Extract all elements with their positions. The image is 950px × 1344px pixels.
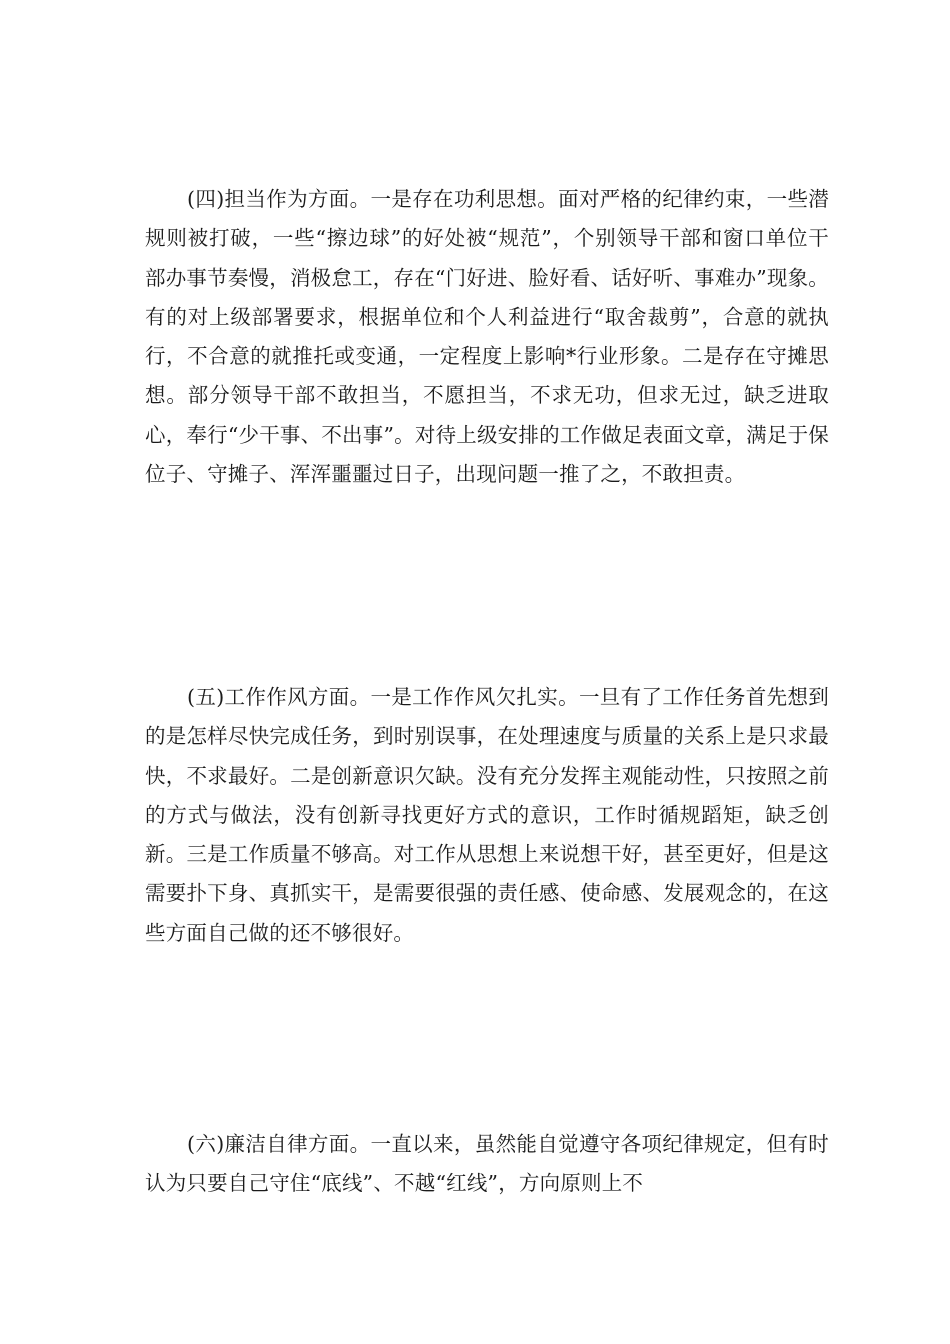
paragraph-work-style: (五)工作作风方面。一是工作作风欠扎实。一旦有了工作任务首先想到的是怎样尽快完成任务，到时别误事，在处理速度与质量的关系上是只求最快，不求最好。二是创新意识欠缺。没有充分发挥主观能动性，只按照之前的方式与做法，没有创新寻找更好方式的意识，工作时循规蹈矩，缺乏创新。三是工作质量不够高。对工作从思想上来说想干好，甚至更好，但是这需要扑下身、真抓实干，是需要很强的责任感、使命感、发展观念的，在这些方面自己做的还不够很好。 [145,685,829,945]
paragraph-integrity: (六)廉洁自律方面。一直以来，虽然能自觉遵守各项纪律规定，但有时认为只要自己守住“底线”、不越“红线”，方向原则上不 [145,1132,829,1196]
paragraph-responsibility: (四)担当作为方面。一是存在功利思想。面对严格的纪律约束，一些潜规则被打破，一些“擦边球”的好处被“规范”，个别领导干部和窗口单位干部办事节奏慢，消极怠工，存在“门好进、脸好看、话好听、事难办”现象。有的对上级部署要求，根据单位和个人利益进行“取舍裁剪”，合意的就执行，不合意的就推托或变通，一定程度上影响*行业形象。二是存在守摊思想。部分领导干部不敢担当，不愿担当，不求无功，但求无过，缺乏进取心，奉行“少干事、不出事”。对待上级安排的工作做足表面文章，满足于保位子、守摊子、浑浑噩噩过日子，出现问题一推了之，不敢担责。 [145,187,829,487]
